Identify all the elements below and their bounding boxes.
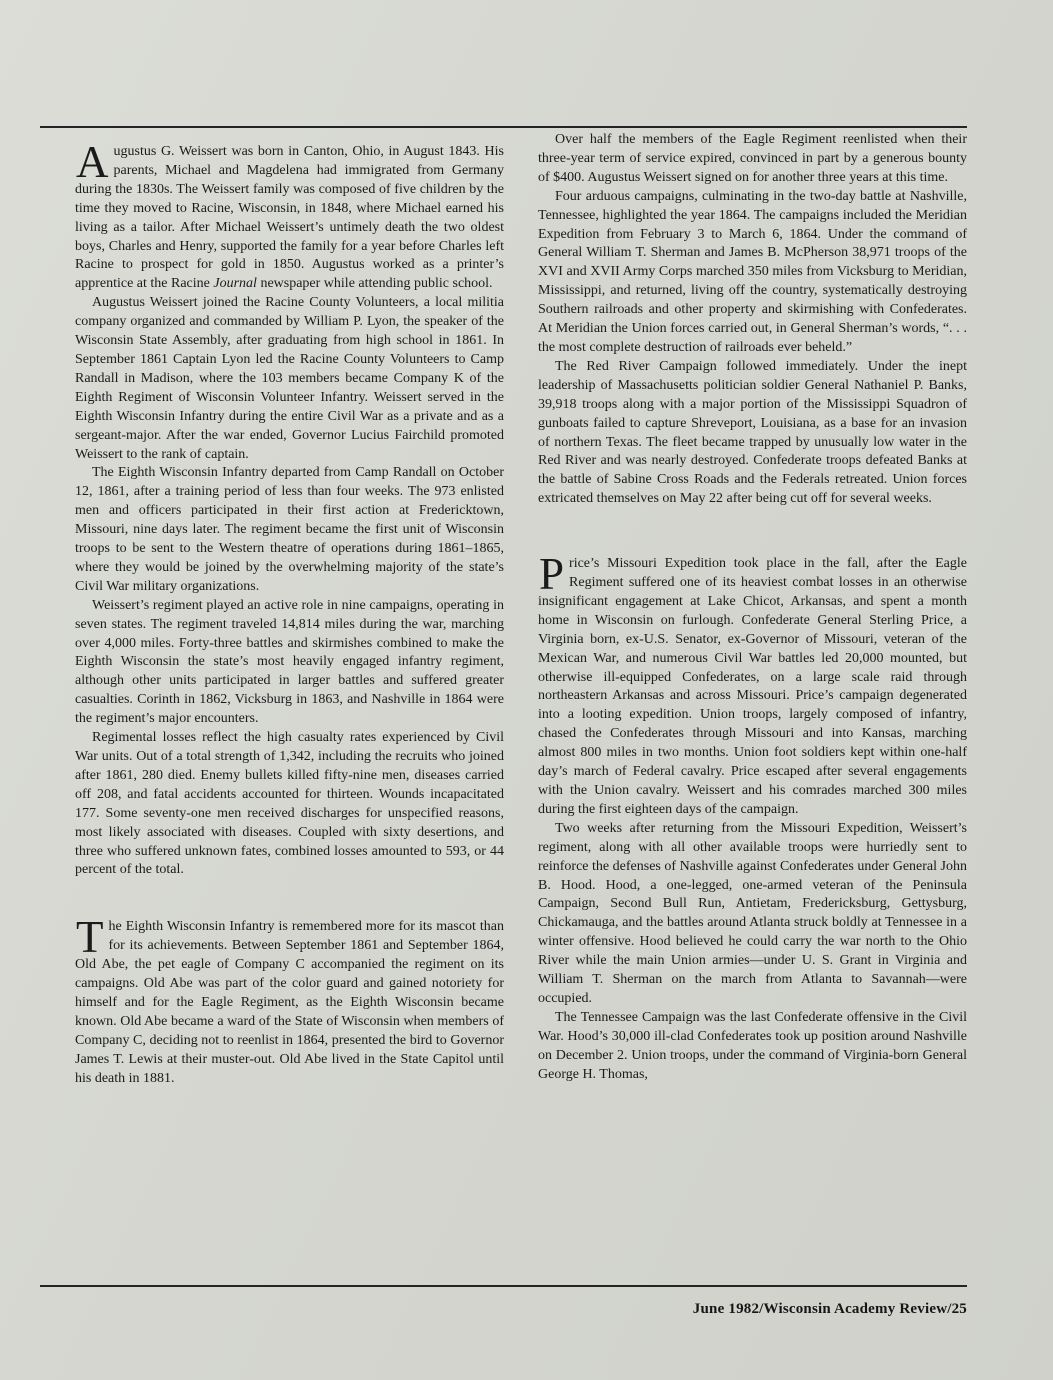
paragraph: Over half the members of the Eagle Regiment reenlisted when their three-year term of service expired, convinced in part by a generous bounty of $400. Augustus Weissert signed on for another three years at this time. [538,132,967,185]
right-column [538,131,967,1089]
paragraph-text: rice’s Missouri Expedition took place in the fall, after the Eagle Regiment suffered one of its heaviest combat losses in an otherwise insignificant engagement at Lake Chicot, Arkansas, and spent a month home in Wisconsin on furlough. Confederate General Sterling Price, a Virginia born, ex-U.S. Senator, ex-Governor of Missouri, veteran of the Mexican War, and numerous Civil War battles led 20,000 mounted, but otherwise ill-equipped Confederates, on a large scale raid through northeastern Arkansas and across Missouri. Price’s campaign degenerated into a looting expedition. Union troops, largely composed of infantry, chased the Confederates through Missouri and into Kansas, marching almost 800 miles in two months. Union foot soldiers kept within one-half day’s march of Federal cavalry. Price escaped after several engagements with the Union cavalry. Weissert and his comrades marched 300 miles during the first eighteen days of the campaign. [538,556,967,817]
drop-cap-t: T [76,912,104,963]
drop-cap-a: A [76,137,109,187]
article-columns [75,131,967,1089]
bottom-rule [40,1285,967,1287]
paragraph: Regimental losses reflect the high casualty rates experienced by Civil War units. Out of a total strength of 1,342, including the recruits who joined after 1861, 280 died. Enemy bullets killed fifty-nine men, diseases carried off 208, and fatal accidents accounted for thirteen. Wounds incapacitated 177. Some seventy-one men received discharges for unspecified reasons, most likely associated with diseases. Coupled with sixty desertions, and three who suffered unknown fates, combined losses amounted to 593, or 44 percent of the total. [75,730,504,878]
journal-title-italic: Journal [213,276,257,292]
opening-paragraph [75,137,504,294]
paragraph-text: newspaper while attending public school. [256,276,493,292]
top-rule [40,126,967,128]
paragraph: The Eighth Wisconsin Infantry departed from Camp Randall on October 12, 1861, after a training period of less than four weeks. The 973 enlisted men and officers participated in their first action at Fredericktown, Missouri, nine days later. The regiment became the first unit of Wisconsin troops to be sent to the Western theatre of operations during 1861–1865, where they would be joined by the overwhelming majority of the state’s Civil War military organizations. [75,465,504,594]
paragraph: Four arduous campaigns, culminating in the two-day battle at Nashville, Tennessee, highlighted the year 1864. The campaigns included the Meridian Expedition from February 3 to March 6, 1864. Under the command of General William T. Sherman and James B. McPherson 38,971 troops of the XVI and XVII Army Corps marched 350 miles from Vicksburg to Meridian, Mississippi, and returned, living off the country, systematically destroying Southern railroads and other property and skirmishing with Confederates. At Meridian the Union forces carried out, in General Sherman’s words, “. . . the most complete destruction of railroads ever beheld.” [538,188,967,355]
paragraph-text: ugustus G. Weissert was born in Canton, Ohio, in August 1843. His parents, Michael and Magdelena had immigrated from Germany during the 1830s. The Weissert family was composed of five children by the time they moved to Racine, Wisconsin, in 1848, where Michael earned his living as a tailor. After Michael Weissert’s untimely death the two oldest boys, Charles and Henry, supported the family for a year before Charles left Racine to prospect for gold in 1850. Augustus worked as a printer’s apprentice at the Racine [75,144,504,292]
mascot-section-paragraph [75,912,504,1088]
price-expedition-paragraph [538,549,967,820]
paragraph: The Tennessee Campaign was the last Confederate offensive in the Civil War. Hood’s 30,000 ill-clad Confederates took up position around Nashville on December 2. Union troops, under the command of Virginia-born General George H. Thomas, [538,1009,967,1082]
paragraph-text: he Eighth Wisconsin Infantry is remembered more for its mascot than for its achievements. Between September 1861 and September 1864, Old Abe, the pet eagle of Company C accompanied the regiment on its campaigns. Old Abe was part of the color guard and gained notoriety for himself and for the Eagle Regiment, as the Eighth Wisconsin became known. Old Abe became a ward of the State of Wisconsin when members of Company C, deciding not to reenlist in 1864, presented the bird to Governor James T. Lewis at their muster-out. Old Abe lived in the State Capitol until his death in 1881. [75,919,504,1086]
drop-cap-p: P [539,549,565,600]
paragraph: Two weeks after returning from the Missouri Expedition, Weissert’s regiment, along with all other available troops were hurriedly sent to reinforce the defenses of Nashville against Confederates under General John B. Hood. Hood, a one-legged, one-armed veteran of the Peninsula Campaign, Second Bull Run, Antietam, Fredericksburg, Gettysburg, Chickamauga, and the battles around Atlanta struck boldly at Tennessee in a winter offensive. Hood believed he could carry the war north to the Ohio River while the main Union armies—under U. S. Grant in Virginia and William T. Sherman on the march from Atlanta to Savannah—were occupied. [538,820,967,1006]
paragraph: Augustus Weissert joined the Racine County Volunteers, a local militia company organized and commanded by William P. Lyon, the speaker of the Wisconsin State Assembly, after graduating from high school in 1861. In September 1861 Captain Lyon led the Racine County Volunteers to Camp Randall in Madison, where the 103 members became Company K of the Eighth Regiment of Wisconsin Volunteer Infantry. Weissert served in the Eighth Wisconsin Infantry during the entire Civil War as a private and as a sergeant-major. After the war ended, Governor Lucius Fairchild promoted Weissert to the rank of captain. [75,295,504,462]
paragraph: The Red River Campaign followed immediately. Under the inept leadership of Massachusetts politician soldier General Nathaniel P. Banks, 39,918 troops along with a major portion of the Mississippi Squadron of gunboats failed to capture Shreveport, Louisiana, as a base for an invasion of northern Texas. The fleet became trapped by unusually low water in the Red River and was nearly destroyed. Confederate troops defeated Banks at the battle of Sabine Cross Roads and the Federals retreated. Union forces extricated themselves on May 22 after being cut off for several weeks. [538,358,967,507]
paragraph: Weissert’s regiment played an active role in nine campaigns, operating in seven states. The regiment traveled 14,814 miles during the war, marching over 4,000 miles. Forty-three battles and skirmishes combined to make the Eighth Wisconsin the state’s most heavily engaged infantry regiment, although other units participated in larger battles and suffered greater casualties. Corinth in 1862, Vicksburg in 1863, and Nashville in 1864 were the regiment’s major encounters. [75,597,504,727]
left-column [75,131,504,1089]
page-footer: June 1982/Wisconsin Academy Review/25 [692,1301,967,1317]
